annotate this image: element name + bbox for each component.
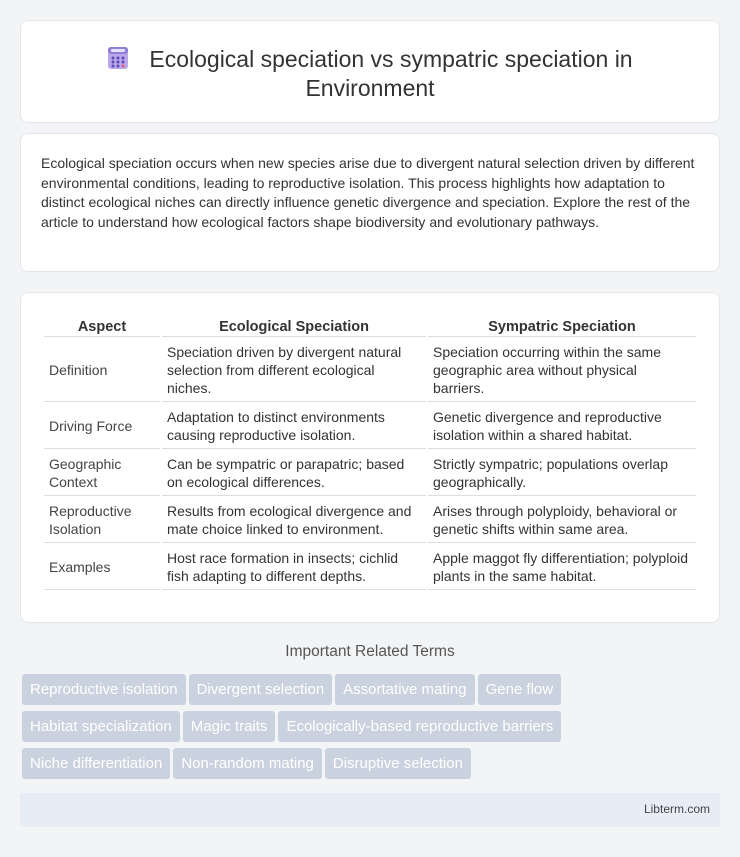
aspect-cell: Reproductive Isolation <box>44 498 160 543</box>
title-card <box>20 20 720 123</box>
title-line-2: Environment <box>305 75 435 101</box>
sympatric-cell: Apple maggot fly differentiation; polyploid plants in the same habitat. <box>428 545 696 590</box>
footer <box>20 793 720 827</box>
related-terms-heading: Important Related Terms <box>285 643 455 660</box>
table-row <box>44 404 696 449</box>
ecological-cell: Can be sympatric or parapatric; based on ecological differences. <box>162 451 426 496</box>
sympatric-cell: Strictly sympatric; populations overlap geographically. <box>428 451 696 496</box>
table-header-row <box>44 315 696 337</box>
table-row <box>44 545 696 590</box>
related-term-tag[interactable]: Magic traits <box>183 711 276 742</box>
comparison-card <box>20 292 720 623</box>
related-term-tag[interactable]: Disruptive selection <box>325 748 471 779</box>
header-aspect: Aspect <box>44 315 160 337</box>
title-line-1: Ecological speciation vs sympatric speciation in <box>149 46 633 72</box>
sympatric-cell: Speciation occurring within the same geographic area without physical barriers. <box>428 339 696 402</box>
sympatric-cell: Arises through polyploidy, behavioral or genetic shifts within same area. <box>428 498 696 543</box>
intro-card <box>20 133 720 272</box>
related-term-tag[interactable]: Gene flow <box>478 674 562 705</box>
intro-text: Ecological speciation occurs when new species arise due to divergent natural selection driven by different environmental conditions, leading to reproductive isolation. This process highlights how adaptation to distinct ecological niches can directly influence genetic divergence and speciation. Explore the rest of the article to understand how ecological factors shape biodiversity and evolutionary pathways. <box>41 155 695 230</box>
aspect-cell: Definition <box>44 339 160 402</box>
header-ecological: Ecological Speciation <box>162 315 426 337</box>
aspect-cell: Geographic Context <box>44 451 160 496</box>
table-row <box>44 451 696 496</box>
header-sympatric: Sympatric Speciation <box>428 315 696 337</box>
aspect-cell: Driving Force <box>44 404 160 449</box>
table-row <box>44 339 696 402</box>
ecological-cell: Host race formation in insects; cichlid fish adapting to different depths. <box>162 545 426 590</box>
related-term-tag[interactable]: Niche differentiation <box>22 748 170 779</box>
related-term-tag[interactable]: Habitat specialization <box>22 711 180 742</box>
related-term-tag[interactable]: Assortative mating <box>335 674 474 705</box>
ecological-cell: Results from ecological divergence and mate choice linked to environment. <box>162 498 426 543</box>
related-term-tag[interactable]: Reproductive isolation <box>22 674 186 705</box>
related-terms-list <box>22 674 712 785</box>
ecological-cell: Adaptation to distinct environments causing reproductive isolation. <box>162 404 426 449</box>
table-row <box>44 498 696 543</box>
page-title <box>21 45 719 103</box>
aspect-cell: Examples <box>44 545 160 590</box>
footer-site-link[interactable]: Libterm.com <box>643 802 710 816</box>
related-term-tag[interactable]: Divergent selection <box>189 674 333 705</box>
related-term-tag[interactable]: Ecologically-based reproductive barriers <box>278 711 561 742</box>
sympatric-cell: Genetic divergence and reproductive isolation within a shared habitat. <box>428 404 696 449</box>
related-term-tag[interactable]: Non-random mating <box>173 748 322 779</box>
calculator-icon <box>107 46 129 70</box>
ecological-cell: Speciation driven by divergent natural selection from different ecological niches. <box>162 339 426 402</box>
comparison-table <box>42 313 698 592</box>
